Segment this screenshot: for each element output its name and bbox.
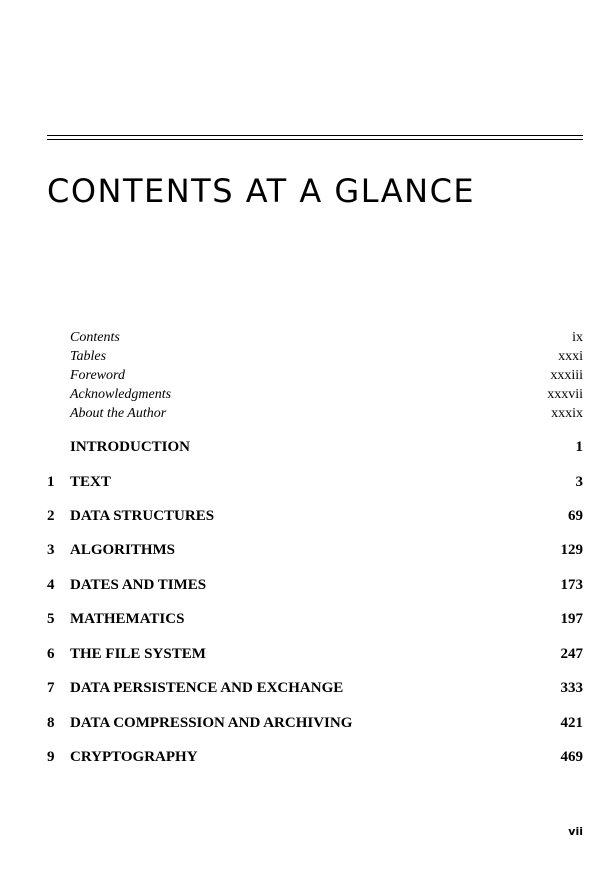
toc-page-number: xxxi <box>558 349 583 364</box>
toc-chapter[interactable] <box>47 542 583 562</box>
toc-page-number: xxxix <box>551 406 583 421</box>
toc-page-number: 469 <box>560 749 583 765</box>
toc-entry-label: ALGORITHMS <box>70 542 176 558</box>
chapter-number: 6 <box>47 646 55 662</box>
toc-entry-label: INTRODUCTION <box>70 439 191 455</box>
toc-chapter[interactable] <box>47 680 583 700</box>
toc-page-number: 333 <box>560 680 583 696</box>
toc-entry-label: DATA PERSISTENCE AND EXCHANGE <box>70 680 344 696</box>
toc-entry-label: Acknowledgments <box>70 387 172 402</box>
toc-chapter[interactable] <box>47 646 583 666</box>
toc-front-item[interactable] <box>47 349 583 369</box>
page-folio: vii <box>568 825 583 838</box>
toc-front-item[interactable] <box>47 406 583 426</box>
toc-chapter[interactable] <box>47 611 583 631</box>
toc-entry-label: DATA STRUCTURES <box>70 508 215 524</box>
chapter-number: 8 <box>47 715 55 731</box>
toc-page-number: 3 <box>575 474 583 490</box>
toc-page-number: 129 <box>560 542 583 558</box>
toc-entry-label: DATES AND TIMES <box>70 577 207 593</box>
toc-chapter[interactable] <box>47 749 583 769</box>
chapter-number: 2 <box>47 508 55 524</box>
toc-entry-label: Foreword <box>70 368 125 383</box>
toc-entry-label: MATHEMATICS <box>70 611 185 627</box>
toc-introduction[interactable] <box>47 439 583 459</box>
chapter-number: 5 <box>47 611 55 627</box>
toc-entry-label: TEXT <box>70 474 111 490</box>
toc-entry-label: Contents <box>70 330 120 345</box>
toc-front-item[interactable] <box>47 330 583 350</box>
toc-front-item[interactable] <box>47 387 583 407</box>
top-rule-1 <box>47 135 583 136</box>
chapter-number: 3 <box>47 542 55 558</box>
toc-front-item[interactable] <box>47 368 583 388</box>
chapter-number: 7 <box>47 680 55 696</box>
toc-page-number: 69 <box>568 508 583 524</box>
toc-page-number: xxxiii <box>550 368 583 383</box>
toc-chapter[interactable] <box>47 508 583 528</box>
toc-page-number: ix <box>572 330 583 345</box>
toc-entry-label: Tables <box>70 349 107 364</box>
chapter-number: 9 <box>47 749 55 765</box>
chapter-number: 4 <box>47 577 55 593</box>
page-title: CONTENTS AT A GLANCE <box>47 172 476 210</box>
toc-entry-label: CRYPTOGRAPHY <box>70 749 198 765</box>
toc-entry-label: DATA COMPRESSION AND ARCHIVING <box>70 715 353 731</box>
toc-page-number: 247 <box>560 646 583 662</box>
chapter-number: 1 <box>47 474 55 490</box>
toc-chapter[interactable] <box>47 715 583 735</box>
toc-chapter[interactable] <box>47 577 583 597</box>
toc-chapter[interactable] <box>47 474 583 494</box>
toc-page-number: 421 <box>560 715 583 731</box>
toc-page-number: 197 <box>560 611 583 627</box>
toc-page-number: 1 <box>575 439 583 455</box>
toc-page-number: xxxvii <box>547 387 583 402</box>
toc-entry-label: THE FILE SYSTEM <box>70 646 206 662</box>
toc-page-number: 173 <box>560 577 583 593</box>
top-rule-2 <box>47 139 583 140</box>
toc-entry-label: About the Author <box>70 406 167 421</box>
